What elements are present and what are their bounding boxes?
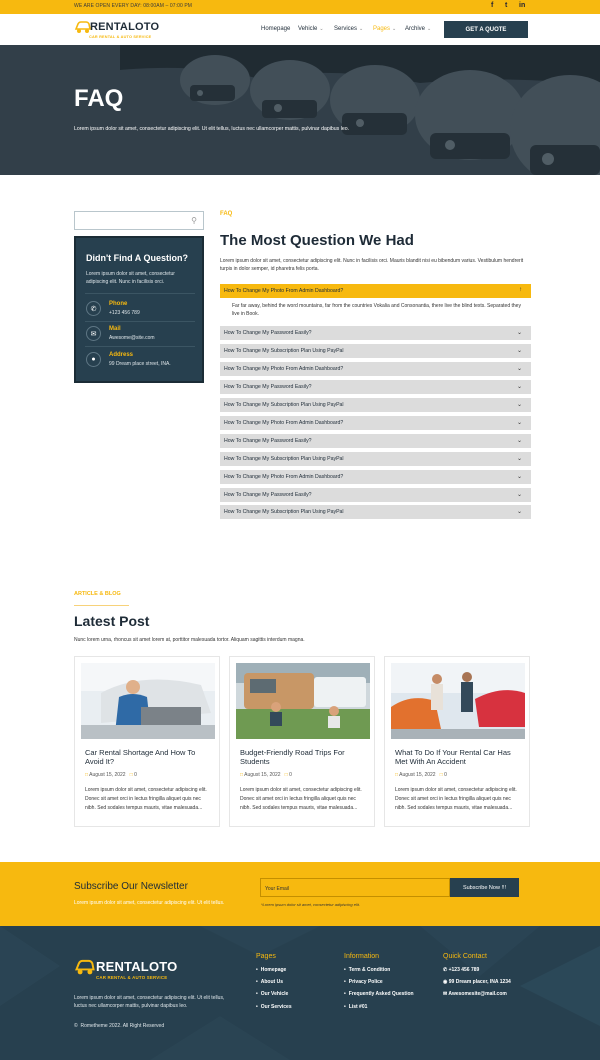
get-quote-button[interactable]: GET A QUOTE bbox=[444, 21, 528, 38]
footer-link-vehicle[interactable]: • Our Vehicle bbox=[256, 991, 288, 997]
top-bar bbox=[0, 0, 600, 14]
phone-label: Phone bbox=[109, 301, 128, 307]
nav-archive[interactable]: Archive ⌄ bbox=[405, 26, 432, 32]
blog-intro: Nunc lorem urna, rhoncus sit amet lorem at, porttitor malesuada tortor. Aliquam sagittis interdum magna. bbox=[74, 637, 305, 643]
post-title[interactable]: Budget-Friendly Road Trips For Students bbox=[240, 748, 345, 766]
blog-tag: ARTICLE & BLOG bbox=[74, 591, 121, 597]
chevron-down-icon: ⌄ bbox=[392, 26, 397, 32]
chevron-down-icon: ⌄ bbox=[516, 330, 522, 336]
calendar-icon: □ bbox=[395, 772, 399, 778]
mail-icon: ✉ bbox=[443, 991, 448, 997]
faq-tag: FAQ bbox=[220, 211, 233, 217]
footer-link-list[interactable]: • List #01 bbox=[344, 1004, 367, 1010]
footer-address: ◉ 99 Dream placer, INA 1234 bbox=[443, 979, 511, 985]
footer-link-faq[interactable]: • Frequently Asked Question bbox=[344, 991, 414, 997]
footer-phone[interactable]: ✆ +123 456 789 bbox=[443, 967, 480, 973]
chevron-down-icon: ⌄ bbox=[516, 402, 522, 408]
mail-value: Awesome@site.com bbox=[109, 335, 155, 341]
faq-question[interactable]: How To Change My Password Easily? ⌄ bbox=[220, 434, 531, 448]
post-card[interactable] bbox=[74, 656, 220, 827]
logo-car-icon bbox=[74, 958, 96, 976]
post-excerpt: Lorem ipsum dolor sit amet, consectetur adipiscing elit. Donec sit amet orci in lectus fringilla aliquet quis nec nibh. Sed sodales tempus mauris, vitae malesuada... bbox=[85, 787, 207, 811]
comment-icon: □ bbox=[284, 772, 288, 778]
faq-question[interactable]: How To Change My Password Easily? ⌄ bbox=[220, 488, 531, 502]
faq-question[interactable]: How To Change My Photo From Admin Dashboard? ⌄ bbox=[220, 470, 531, 484]
comment-icon: □ bbox=[129, 772, 133, 778]
newsletter-note: *Lorem ipsum dolor sit amet, consectetur adipiscing elit. bbox=[261, 902, 360, 907]
chevron-down-icon: ⌄ bbox=[516, 456, 522, 462]
chevron-down-icon: ⌄ bbox=[516, 492, 522, 498]
calendar-icon: □ bbox=[240, 772, 244, 778]
page-title: FAQ bbox=[74, 85, 124, 112]
chevron-down-icon: ⌄ bbox=[516, 366, 522, 372]
brand-name[interactable]: RENTALOTO bbox=[90, 21, 160, 33]
search-input[interactable] bbox=[74, 211, 204, 230]
copyright: © Rometheme 2022. All Right Reserved bbox=[74, 1023, 165, 1029]
post-meta: □ August 15, 2022 □ 0 bbox=[240, 772, 292, 778]
post-excerpt: Lorem ipsum dolor sit amet, consectetur adipiscing elit. Donec sit amet orci in lectus fringilla aliquet quis nec nibh. Sed sodales tempus mauris, vitae malesuada... bbox=[395, 787, 517, 811]
blog-heading: Latest Post bbox=[74, 613, 150, 629]
footer-pattern bbox=[0, 926, 600, 1060]
footer-link-about[interactable]: • About Us bbox=[256, 979, 283, 985]
chevron-down-icon: ⌄ bbox=[516, 509, 522, 515]
divider bbox=[85, 293, 195, 294]
post-title[interactable]: What To Do If Your Rental Car Has Met With An Accident bbox=[395, 748, 511, 766]
faq-intro: Lorem ipsum dolor sit amet, consectetur adipiscing elit. Nunc in facilisis orci. Mauris blandit nisi eu bibendum varius. Vestibulum hendrerit turpis in dolor semper, id pharetra felis porta. bbox=[220, 258, 524, 272]
faq-question[interactable]: How To Change My Photo From Admin Dashboard? ↑ bbox=[220, 284, 531, 298]
post-image-accident[interactable] bbox=[391, 663, 525, 739]
faq-question[interactable]: How To Change My Subscription Plan Using PayPal ⌄ bbox=[220, 505, 531, 519]
footer-link-terms[interactable]: • Term & Condition bbox=[344, 967, 390, 973]
nav-vehicle[interactable]: Vehicle ⌄ bbox=[298, 26, 324, 32]
faq-question[interactable]: How To Change My Subscription Plan Using PayPal ⌄ bbox=[220, 344, 531, 358]
chevron-down-icon: ⌄ bbox=[359, 26, 364, 32]
footer-brand-tagline: CAR RENTAL & AUTO SERVICE bbox=[96, 975, 168, 980]
faq-question[interactable]: How To Change My Subscription Plan Using PayPal ⌄ bbox=[220, 452, 531, 466]
mail-label: Mail bbox=[109, 326, 121, 332]
faq-question[interactable]: How To Change My Password Easily? ⌄ bbox=[220, 380, 531, 394]
newsletter-section bbox=[0, 862, 600, 926]
footer-description: Lorem ipsum dolor sit amet, consectetur adipiscing elit. Ut elit tellus, luctus nec ullamcorper mattis, pulvinar dapibus leo. bbox=[74, 995, 225, 1009]
subscribe-button[interactable]: Subscribe Now !!! bbox=[450, 878, 519, 897]
location-icon: ● bbox=[86, 352, 101, 367]
newsletter-text: Lorem ipsum dolor sit amet, consectetur adipiscing elit. Ut elit tellus. bbox=[74, 900, 225, 906]
site-footer bbox=[0, 926, 600, 1060]
chevron-down-icon: ⌄ bbox=[427, 26, 432, 32]
post-meta: □ August 15, 2022 □ 0 bbox=[395, 772, 447, 778]
email-field[interactable]: Your Email bbox=[260, 878, 450, 897]
divider bbox=[74, 605, 129, 606]
divider bbox=[85, 321, 195, 322]
post-meta: □ August 15, 2022 □ 0 bbox=[85, 772, 137, 778]
post-title[interactable]: Car Rental Shortage And How To Avoid It? bbox=[85, 748, 196, 766]
hero-subtitle: Lorem ipsum dolor sit amet, consectetur adipiscing elit. Ut elit tellus, luctus nec ullamcorper mattis, pulvinar dapibus leo. bbox=[74, 126, 350, 132]
location-icon: ◉ bbox=[443, 979, 448, 985]
chevron-down-icon: ⌄ bbox=[516, 348, 522, 354]
information-heading: Information bbox=[344, 953, 380, 960]
newsletter-heading: Subscribe Our Newsletter bbox=[74, 881, 188, 892]
nav-pages[interactable]: Pages ⌄ bbox=[373, 26, 397, 32]
faq-question[interactable]: How To Change My Photo From Admin Dashboard? ⌄ bbox=[220, 416, 531, 430]
chevron-down-icon: ⌄ bbox=[516, 474, 522, 480]
faq-question[interactable]: How To Change My Password Easily? ⌄ bbox=[220, 326, 531, 340]
phone-icon: ✆ bbox=[86, 301, 101, 316]
opening-hours: WE ARE OPEN EVERY DAY: 08:00AM – 07:00 PM bbox=[74, 3, 193, 9]
nav-services[interactable]: Services ⌄ bbox=[334, 26, 364, 32]
arrow-up-icon: ↑ bbox=[519, 287, 522, 293]
post-card[interactable] bbox=[229, 656, 375, 827]
footer-link-privacy[interactable]: • Privacy Police bbox=[344, 979, 383, 985]
card-title: Didn't Find A Question? bbox=[86, 253, 188, 263]
chevron-down-icon: ⌄ bbox=[319, 26, 324, 32]
faq-heading: The Most Question We Had bbox=[220, 232, 414, 249]
pages-heading: Pages bbox=[256, 953, 276, 960]
post-image-mechanic[interactable] bbox=[81, 663, 215, 739]
brand-tagline: CAR RENTAL & AUTO SERVICE bbox=[89, 35, 152, 39]
linkedin-icon[interactable]: in bbox=[519, 2, 526, 9]
address-value: 99 Dream place street, INA. bbox=[109, 361, 171, 367]
chevron-down-icon: ⌄ bbox=[516, 384, 522, 390]
nav-homepage[interactable]: Homepage bbox=[261, 26, 291, 32]
calendar-icon: □ bbox=[85, 772, 89, 778]
quick-contact-heading: Quick Contact bbox=[443, 953, 487, 960]
post-image-roadtrip[interactable] bbox=[236, 663, 370, 739]
card-text: Lorem ipsum dolor sit amet, consectetur adipiscing elit. Nunc in facilisis orci. bbox=[86, 271, 175, 285]
footer-link-services[interactable]: • Our Services bbox=[256, 1004, 292, 1010]
phone-icon: ✆ bbox=[443, 967, 448, 973]
phone-value: +123 456 789 bbox=[109, 310, 140, 316]
search-icon[interactable]: ⚲ bbox=[191, 216, 197, 225]
footer-email[interactable]: ✉ Awesomesite@mail.com bbox=[443, 991, 507, 997]
comment-icon: □ bbox=[439, 772, 443, 778]
faq-answer: Far far away, behind the word mountains, far from the countries Vokalia and Consonantia, there live the blind texts. Separated they live in Book. bbox=[232, 303, 521, 317]
copyright-icon: © bbox=[74, 1023, 78, 1029]
post-card[interactable] bbox=[384, 656, 530, 827]
mail-icon: ✉ bbox=[86, 326, 101, 341]
divider bbox=[85, 346, 195, 347]
contact-card bbox=[74, 236, 204, 383]
faq-question[interactable]: How To Change My Photo From Admin Dashboard? ⌄ bbox=[220, 362, 531, 376]
chevron-down-icon: ⌄ bbox=[516, 438, 522, 444]
facebook-icon[interactable]: f bbox=[491, 2, 494, 9]
footer-link-homepage[interactable]: • Homepage bbox=[256, 967, 286, 973]
post-excerpt: Lorem ipsum dolor sit amet, consectetur adipiscing elit. Donec sit amet orci in lectus fringilla aliquet quis nec nibh. Sed sodales tempus mauris, vitae malesuada... bbox=[240, 787, 362, 811]
footer-brand-name[interactable]: RENTALOTO bbox=[96, 959, 178, 974]
twitter-icon[interactable]: t bbox=[505, 2, 508, 9]
chevron-down-icon: ⌄ bbox=[516, 420, 522, 426]
faq-question[interactable]: How To Change My Subscription Plan Using PayPal ⌄ bbox=[220, 398, 531, 412]
address-label: Address bbox=[109, 352, 134, 358]
